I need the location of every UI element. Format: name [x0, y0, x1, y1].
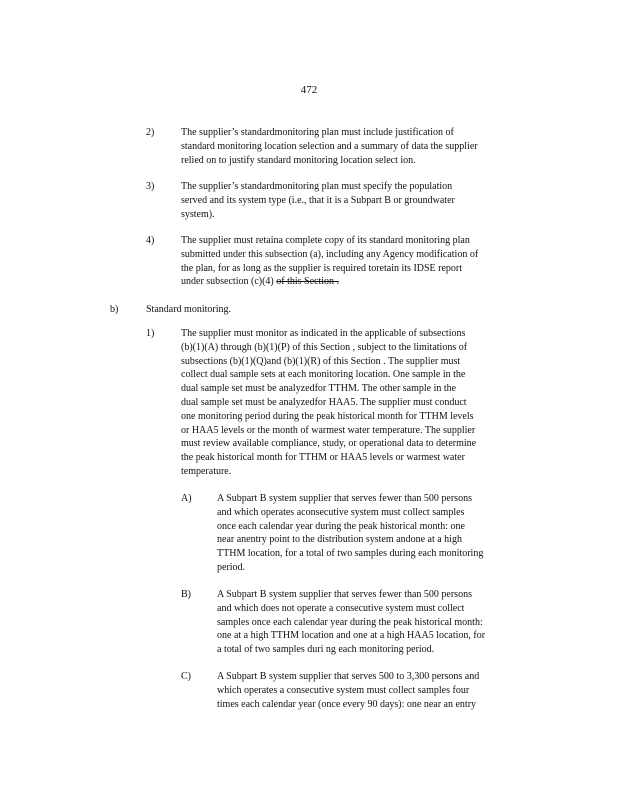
text-line: dual sample set must be analyzedfor TTHM. The other sample in the [181, 383, 457, 395]
item-label: A) [181, 493, 192, 504]
text-line: and which does not operate a consecutive system must collect [217, 602, 465, 614]
paragraph-item-2 [181, 126, 537, 167]
text-line: once each calendar year during the peak historical month: one [217, 520, 465, 532]
item-label: C) [181, 671, 191, 682]
item-label: 4) [146, 235, 155, 246]
text-line: subsections (b)(1)(Q)and (b)(1)(R) of this Section . The supplier must [181, 355, 461, 367]
paragraph-item-3 [181, 180, 537, 221]
paragraph-item-A [217, 492, 537, 575]
text-line: The supplier must retaina complete copy of its standard monitoring plan [181, 235, 470, 246]
text-line: A Subpart B system supplier that serves 500 to 3,300 persons and [217, 671, 480, 682]
page-number: 472 [300, 84, 318, 96]
section-heading [146, 303, 346, 317]
text-line: The supplier must monitor as indicated in the applicable of subsections [181, 328, 466, 339]
text-line: times each calendar year (once every 90 days): one near an entry [217, 698, 477, 710]
text-line: must review available compliance, study, or operational data to determine [181, 438, 477, 450]
text-line: one monitoring period during the peak historical month for TTHM levels [181, 410, 474, 422]
text-line: standard monitoring location selection and a summary of data the supplier [181, 140, 478, 152]
paragraph-item-B [217, 588, 542, 657]
text-line: dual sample set must be analyzedfor HAA5. The supplier must conduct [181, 396, 467, 408]
text-line: samples once each calendar year during the peak historical month: [217, 616, 483, 628]
item-label: 1) [146, 328, 155, 339]
text-line [181, 275, 541, 289]
text-line: submitted under this subsection (a), including any Agency modification of [181, 248, 479, 260]
text-line: relied on to justify standard monitoring location select ion. [181, 154, 416, 166]
paragraph-item-4 [181, 234, 541, 289]
text-line: temperature. [181, 465, 232, 477]
section-heading-text: Standard monitoring. [146, 304, 231, 315]
item-label: 3) [146, 181, 155, 192]
paragraph-item-C [217, 670, 542, 711]
text-line: which operates a consecutive system must collect samples four [217, 684, 470, 696]
text-line: one at a high TTHM location and one at a high HAA5 location, for [217, 630, 486, 642]
text-line: A Subpart B system supplier that serves fewer than 500 persons [217, 589, 472, 600]
text-line-prefix: under subsection (c)(4) [181, 276, 277, 288]
text-line: the plan, for as long as the supplier is required toretain its IDSE report [181, 262, 463, 274]
text-line: TTHM location, for a total of two samples during each monitoring [217, 548, 484, 560]
text-line: (b)(1)(A) through (b)(1)(P) of this Section , subject to the limitations of [181, 341, 468, 353]
text-line: period. [217, 561, 246, 573]
section-label: b) [110, 304, 119, 315]
item-label: 2) [146, 127, 155, 138]
text-line: near anentry point to the distribution system andone at a high [217, 534, 462, 546]
text-line: or HAA5 levels or the month of warmest water temperature. The supplier [181, 424, 476, 436]
text-line: collect dual sample sets at each monitoring location. One sample in the [181, 369, 466, 381]
text-line: system). [181, 208, 215, 220]
paragraph-item-1 [181, 327, 541, 479]
text-line: served and its system type (i.e., that it is a Subpart B or groundwater [181, 194, 455, 206]
text-line: The supplier’s standardmonitoring plan must include justification of [181, 127, 454, 138]
text-line: and which operates aconsecutive system must collect samples [217, 506, 465, 518]
text-line: a total of two samples duri ng each monitoring period. [217, 644, 435, 656]
text-line: the peak historical month for TTHM or HAA5 levels or warmest water [181, 452, 465, 464]
struck-text: of this Section . [276, 276, 340, 288]
text-line: The supplier’s standardmonitoring plan must specify the population [181, 181, 453, 192]
item-label: B) [181, 589, 191, 600]
text-line: A Subpart B system supplier that serves fewer than 500 persons [217, 493, 472, 504]
